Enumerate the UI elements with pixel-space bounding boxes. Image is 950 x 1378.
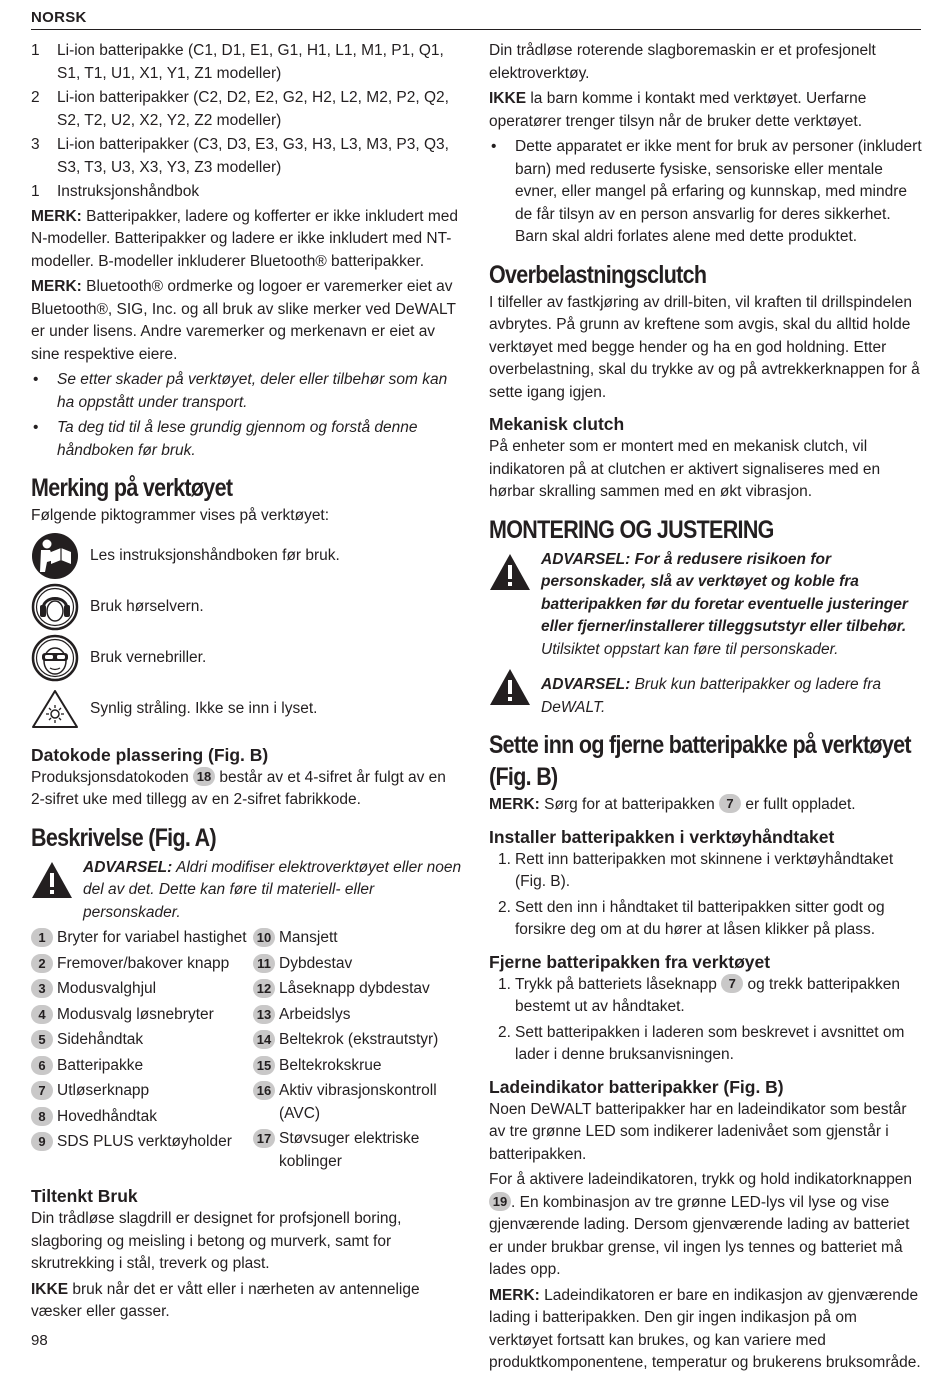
paragraph: Noen DeWALT batteripakker har en ladeindikator som består av tre grønne LED som indikerer ladenivået som gjenstår i batteripakken. [489, 1100, 907, 1163]
section-title: Merking på verktøyet [31, 474, 233, 502]
page-header [31, 7, 921, 30]
subsection-title: Ladeindikator batteripakker (Fig. B) [489, 1076, 784, 1097]
part-item: 4 Modusvalg løsnebryter [31, 1004, 253, 1027]
language-label: NORSK [31, 9, 87, 26]
paragraph: MERK: Ladeindikatoren er bare en indikasjon av gjenværende lading i batteripakken. Den gir ingen indikasjon på om verktøyet fortsatt kan brukes, og kan variere med produktkomponentene, temperatur og brukerens bruksområde. [489, 1286, 921, 1371]
list-item: 2 Li-ion batteripakker (C2, D2, E2, G2, H2, L2, M2, P2, Q2, S2, T2, U2, X2, Y2, Z2 modeller) [31, 89, 449, 129]
pictogram-row [31, 684, 463, 735]
warning-block: ADVARSEL: For å redusere risikoen for personskader, slå av verktøyet og koble fra batteripakken før du foretar eventuelle justeringer eller fjerner/installerer tilleggsutstyr eller tilbehør. Utilsiktet oppstart kan føre til personskader. [489, 549, 923, 662]
list-item: 1 Li-ion batteripakke (C1, D1, E1, G1, H1, L1, M1, P1, Q1, S1, T1, U1, X1, Y1, Z1 modeller) [31, 42, 444, 82]
list-item: 2. Sett den inn i håndtaket til batteripakken sitter godt og forsikre deg om at du hører at låsen klikker på plass. [498, 898, 885, 938]
list-item: 1 Instruksjonshåndbok [31, 183, 200, 200]
callout-badge: 19 [489, 1192, 511, 1211]
part-item: 14 Beltekrok (ekstrautstyr) [253, 1029, 463, 1052]
pictogram-label: Synlig stråling. Ikke se inn i lyset. [90, 699, 318, 717]
part-item: 17 Støvsuger elektriske koblinger [253, 1128, 463, 1173]
callout-badge: 7 [719, 794, 741, 813]
section-title: MONTERING OG JUSTERING [489, 515, 774, 544]
subsection-title: Fjerne batteripakken fra verktøyet [489, 951, 771, 972]
pictogram-row [31, 633, 463, 684]
paragraph: Din trådløse roterende slagboremaskin er et profesjonelt elektroverktøy. [489, 42, 876, 82]
part-item: 10 Mansjett [253, 927, 463, 950]
callout-badge: 18 [193, 767, 215, 786]
pictogram-row [31, 531, 463, 582]
pictogram-label: Bruk vernebriller. [90, 648, 207, 666]
section-title: Beskrivelse (Fig. A) [31, 823, 216, 852]
part-item: 11 Dybdestav [253, 953, 463, 976]
visible-radiation-icon [31, 685, 81, 733]
section-title: Sette inn og fjerne batteripakke på verktøyet (Fig. B) [489, 731, 911, 791]
bullet-item: • Se etter skader på verktøyet, deler eller tilbehør som kan ha oppstått under transport. [33, 371, 448, 411]
page-number: 98 [31, 1332, 48, 1349]
warning-icon [489, 553, 531, 591]
part-item: 1 Bryter for variabel hastighet [31, 927, 253, 950]
part-item: 5 Sidehåndtak [31, 1029, 253, 1052]
note-paragraph: MERK: Bluetooth® ordmerke og logoer er varemerker eiet av Bluetooth®, SIG, Inc. og all bruk av slike merker ved DeWALT er under lisens. Andre varemerker og merkenavn er eiet av sine respektive eiere. [31, 278, 456, 363]
hearing-protection-icon [31, 583, 81, 631]
warning-icon [489, 668, 531, 706]
part-item: 3 Modusvalghjul [31, 978, 253, 1001]
paragraph: Din trådløse slagdrill er designet for profsjonell boring, slagboring og meisling i betong og murverk, samt for skrutrekking i stål, treverk og plast. [31, 1210, 402, 1272]
remove-steps [489, 974, 923, 1067]
paragraph: IKKE bruk når det er vått eller i nærheten av antennelige væsker eller gasser. [31, 1280, 420, 1320]
paragraph: IKKE la barn komme i kontakt med verktøyet. Uerfarne operatører trenger tilsyn når de bruker dette verktøyet. [489, 90, 867, 130]
paragraph: I tilfeller av fastkjøring av drill-biten, vil kraften til drillspindelen avbrytes. På grunn av kreftene som avgis, skal du alltid holde verktøyet med begge hender og ha en god holdning. Etter overbelastning, skal du trykke av og på avtrekkerknappen for å sette igang igjen. [489, 293, 920, 401]
left-column [31, 40, 463, 1327]
subsection-title: Tiltenkt Bruk [31, 1186, 138, 1206]
subsection-title: Mekanisk clutch [489, 414, 625, 434]
callout-badge: 7 [721, 974, 743, 993]
bullet-item: • Ta deg tid til å lese grundig gjennom og forstå denne håndboken før bruk. [33, 419, 418, 459]
warning-block: ADVARSEL: Bruk kun batteripakker og ladere fra DeWALT. [489, 664, 923, 719]
contents-list [31, 40, 463, 204]
read-manual-icon [31, 532, 81, 580]
paragraph: På enheter som er montert med en mekanisk clutch, vil indikatoren på at clutchen er aktivert signaliseres med en hørbar skralling sammen med en økt vibrasjon. [489, 438, 881, 500]
paragraph: Produksjonsdatokoden 18 består av et 4-sifret år fulgt av en 2-sifret uke med tillegg av en 2-sifret fabrikkode. [31, 768, 446, 808]
part-item: 8 Hovedhåndtak [31, 1106, 253, 1129]
paragraph: MERK: Sørg for at batteripakken 7 er fullt oppladet. [489, 796, 856, 813]
part-item: 16 Aktiv vibrasjonskontroll (AVC) [253, 1080, 463, 1125]
right-column [489, 40, 923, 1378]
warning-icon [31, 861, 73, 899]
part-item: 7 Utløserknapp [31, 1080, 253, 1103]
subsection-title: Datokode plassering (Fig. B) [31, 744, 269, 765]
pictogram-row [31, 582, 463, 633]
list-item: 2. Sett batteripakken i laderen som beskrevet i avsnittet om lader i denne bruksanvisningen. [498, 1023, 905, 1063]
section-title: Overbelastningsclutch [489, 260, 707, 289]
pictogram-label: Les instruksjonshåndboken før bruk. [90, 546, 340, 564]
part-item: 12 Låseknapp dybdestav [253, 978, 463, 1001]
subsection-title: Installer batteripakken i verktøyhåndtaket [489, 826, 835, 847]
list-item: 1. Rett inn batteripakken mot skinnene i verktøyhåndtaket (Fig. B). [498, 850, 894, 890]
bullet-item: • Dette apparatet er ikke ment for bruk av personer (inkludert barn) med reduserte fysiske, sensoriske eller mentale evner, eller mangel på erfaring og kunnskap, med mindre de får tilsyn av en person ansvarlig for deres sikkerhet. Barn skal aldri forlates alene med dette produktet. [491, 138, 922, 245]
list-item: 3 Li-ion batteripakker (C3, D3, E3, G3, H3, L3, M3, P3, Q3, S3, T3, U3, X3, Y3, Z3 modeller) [31, 136, 449, 176]
parts-list [31, 927, 463, 1176]
list-item: 1. Trykk på batteriets låseknapp 7 og trekk batteripakken bestemt ut av håndtaket. [498, 975, 901, 1015]
part-item: 6 Batteripakke [31, 1055, 253, 1078]
part-item: 15 Beltekrokskrue [253, 1055, 463, 1078]
warning-block: ADVARSEL: Aldri modifiser elektroverktøyet eller noen del av det. Dette kan føre til materiell- eller personskader. [31, 857, 463, 925]
paragraph: For å aktivere ladeindikatoren, trykk og hold indikatorknappen 19 . En kombinasjon av tre grønne LED-lys vil lyse og vise gjenværende lading. Dersom gjenværende lading av batteriet er under brukbar grense, vil ingen lys tennes og batteriet må lades opp. [489, 1171, 913, 1278]
paragraph: Følgende piktogrammer vises på verktøyet: [31, 507, 330, 524]
pictogram-label: Bruk hørselvern. [90, 597, 204, 615]
part-item: 13 Arbeidslys [253, 1004, 463, 1027]
note-paragraph: MERK: Batteripakker, ladere og kofferter er ikke inkludert med N-modeller. Batteripakker og ladere er ikke inkludert med NT-modeller. B-modeller inkluderer Bluetooth® batteripakker. [31, 207, 459, 270]
part-item: 2 Fremover/bakover knapp [31, 953, 253, 976]
eye-protection-icon [31, 634, 81, 682]
install-steps [489, 849, 923, 942]
part-item: 9 SDS PLUS verktøyholder [31, 1131, 253, 1154]
